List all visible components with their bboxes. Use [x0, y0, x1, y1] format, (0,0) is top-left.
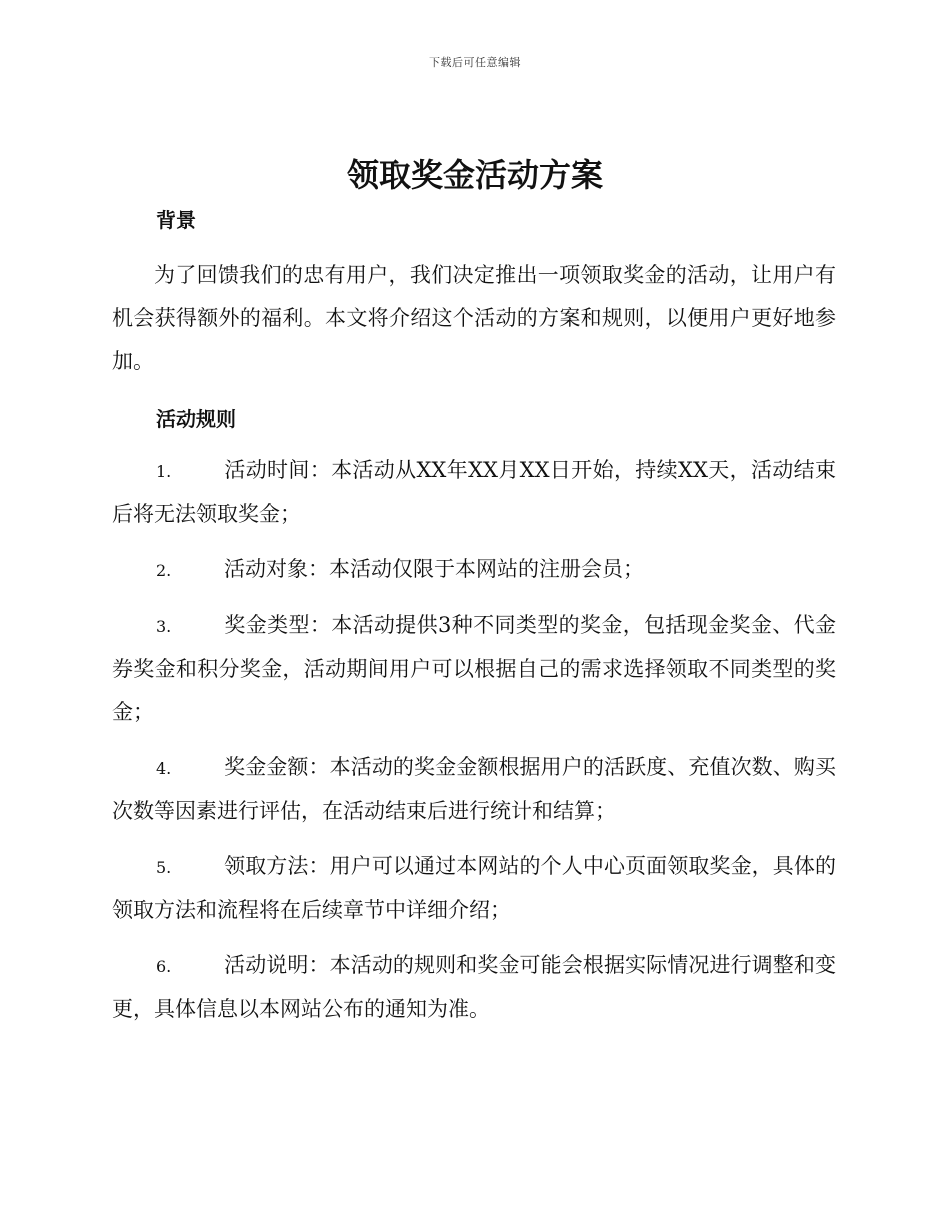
document-body [112, 204, 836, 1043]
list-item [112, 746, 836, 833]
list-item-text: 奖金类型：本活动提供3种不同类型的奖金，包括现金奖金、代金券奖金和积分奖金，活动期间用户可以根据自己的需求选择领取不同类型的奖金； [112, 613, 836, 724]
section-heading-background: 背景 [156, 208, 196, 232]
background-paragraph: 为了回馈我们的忠有用户，我们决定推出一项领取奖金的活动，让用户有机会获得额外的福利。本文将介绍这个活动的方案和规则，以便用户更好地参加。 [112, 263, 836, 373]
list-item [112, 845, 836, 932]
list-item [112, 944, 836, 1031]
section-heading-rules: 活动规则 [156, 407, 236, 431]
list-item-text: 活动说明：本活动的规则和奖金可能会根据实际情况进行调整和变更，具体信息以本网站公布的通知为准。 [112, 953, 836, 1021]
list-item-number: 4. [156, 759, 172, 778]
list-item-text: 活动对象：本活动仅限于本网站的注册会员； [224, 557, 644, 581]
list-item-number: 2. [156, 561, 172, 580]
header-note: 下载后可任意编辑 [429, 56, 521, 69]
rules-list [112, 449, 836, 1031]
list-item-number: 1. [156, 462, 172, 481]
list-item [112, 449, 836, 536]
document-title: 领取奖金活动方案 [346, 156, 603, 194]
list-item-text: 领取方法：用户可以通过本网站的个人中心页面领取奖金，具体的领取方法和流程将在后续章节中详细介绍； [112, 854, 836, 922]
list-item-number: 5. [156, 858, 172, 877]
list-item-number: 6. [156, 957, 172, 976]
list-item-text: 奖金金额：本活动的奖金金额根据用户的活跃度、充值次数、购买次数等因素进行评估，在活动结束后进行统计和结算； [112, 755, 836, 823]
list-item-number: 3. [156, 617, 172, 636]
list-item-text: 活动时间：本活动从XX年XX月XX日开始，持续XX天，活动结束后将无法领取奖金； [112, 458, 836, 526]
list-item [112, 548, 836, 592]
list-item [112, 604, 836, 734]
